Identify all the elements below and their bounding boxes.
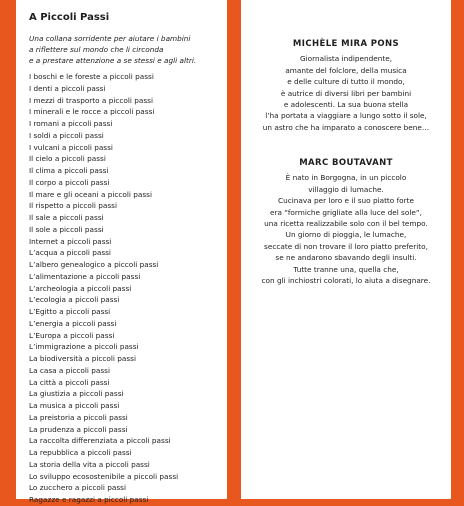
book-title-item: I denti a piccoli passi bbox=[29, 83, 106, 93]
book-title-item: La repubblica a piccoli passi bbox=[29, 448, 132, 457]
book-title-item: L’acqua a piccoli passi bbox=[29, 248, 111, 258]
book-title-item: L’alimentazione a piccoli passi bbox=[29, 271, 141, 281]
book-title-item: Lo zucchero a piccoli passi bbox=[29, 483, 126, 493]
book-title-item: La musica a piccoli passi bbox=[29, 401, 120, 410]
book-title-item: Il rispetto a piccoli passi bbox=[29, 201, 118, 211]
book-title-item: La raccolta differenziata a piccoli passi bbox=[29, 436, 171, 446]
book-title-item: Il sale a piccoli passi bbox=[29, 213, 104, 222]
book-title-item: Il corpo a piccoli passi bbox=[29, 177, 110, 187]
tagline-line: Una collana sorridente per aiutare i bambini bbox=[29, 34, 191, 43]
illustrator-bio-line: Tutte tranne una, quella che, bbox=[293, 264, 399, 274]
illustrator-bio-line: Cucinava per loro e il suo piatto forte bbox=[278, 196, 414, 206]
book-title-item: Ragazze e ragazzi a piccoli passi bbox=[29, 495, 149, 504]
book-title-item: L’ecologia a piccoli passi bbox=[29, 295, 120, 305]
book-title-item: L’Europa a piccoli passi bbox=[29, 330, 115, 340]
book-title-item: L’Egitto a piccoli passi bbox=[29, 307, 111, 316]
book-title-item: La casa a piccoli passi bbox=[29, 365, 110, 375]
book-title-item: I boschi e le foreste a piccoli passi bbox=[29, 72, 154, 81]
book-title-item: La prudenza a piccoli passi bbox=[29, 424, 128, 434]
author-bio-line: amante del folclore, della musica bbox=[285, 65, 407, 75]
book-title-item: Il clima a piccoli passi bbox=[29, 166, 109, 175]
illustrator-bio-line: una ricetta realizzabile solo con il bel tempo. bbox=[264, 219, 428, 229]
book-title-item: La storia della vita a piccoli passi bbox=[29, 459, 150, 469]
author-bio bbox=[241, 39, 451, 133]
book-title-item: L’energia a piccoli passi bbox=[29, 318, 117, 328]
book-title-item: L’albero genealogico a piccoli passi bbox=[29, 260, 159, 269]
author-bio-line: Giornalista indipendente, bbox=[299, 54, 393, 64]
author-name: MICHÈLE MIRA PONS bbox=[292, 39, 400, 49]
book-titles-list bbox=[29, 71, 178, 506]
book-title-item: La preistoria a piccoli passi bbox=[29, 412, 128, 422]
tagline-line: a riflettere sul mondo che li circonda bbox=[29, 45, 164, 55]
illustrator-bio-text bbox=[241, 172, 451, 286]
book-title-item: I minerali e le rocce a piccoli passi bbox=[29, 107, 155, 117]
book-title-item: L’immigrazione a piccoli passi bbox=[29, 342, 139, 352]
author-bio-line: un astro che ha imparato a conoscere bene… bbox=[262, 122, 430, 132]
illustrator-bio-line: Un giorno di pioggia, le lumache, bbox=[285, 230, 407, 240]
illustrator-bio-line: seccate di non trovare il loro piatto preferito, bbox=[264, 241, 428, 251]
book-title-item: Il sole a piccoli passi bbox=[29, 224, 104, 234]
illustrator-bio-line: con gli inchiostri colorati, lo aiuta a disegnare. bbox=[261, 276, 431, 286]
author-bio-line: e adolescenti. La sua buona stella bbox=[283, 100, 409, 110]
book-title-item: Il mare e gli oceani a piccoli passi bbox=[29, 189, 152, 199]
book-title-item: La città a piccoli passi bbox=[29, 377, 110, 387]
illustrator-bio-line: È nato in Borgogna, in un piccolo bbox=[285, 173, 407, 183]
book-title-item: La biodiversità a piccoli passi bbox=[29, 354, 136, 363]
book-title-item: L’archeologia a piccoli passi bbox=[29, 283, 132, 293]
author-bio-line: l’ha portata a viaggiare a lungo sotto il sole, bbox=[265, 111, 427, 121]
series-tagline bbox=[29, 33, 196, 67]
illustrator-bio-line: era “formiche grigliate alla luce del sole”, bbox=[270, 207, 422, 217]
author-bio-line: e delle culture di tutto il mondo, bbox=[287, 77, 405, 87]
book-title-item: I romani a piccoli passi bbox=[29, 119, 113, 128]
book-title-item: I mezzi di trasporto a piccoli passi bbox=[29, 95, 153, 105]
book-title-item: La giustizia a piccoli passi bbox=[29, 389, 124, 399]
left-page bbox=[16, 0, 227, 504]
illustrator-bio-line: villaggio di lumache. bbox=[308, 184, 384, 194]
book-title-item: I vulcani a piccoli passi bbox=[29, 142, 113, 152]
book-title-item: Lo sviluppo ecosostenibile a piccoli passi bbox=[29, 471, 179, 481]
series-title: A Piccoli Passi bbox=[29, 12, 110, 23]
illustrator-bio-line: se ne andarono sbavando degli insulti. bbox=[275, 253, 417, 263]
book-title-item: I soldi a piccoli passi bbox=[29, 130, 104, 140]
author-bio-line: è autrice di diversi libri per bambini bbox=[280, 88, 412, 98]
book-title-item: Il cielo a piccoli passi bbox=[29, 154, 106, 164]
book-title-item: Internet a piccoli passi bbox=[29, 236, 112, 246]
illustrator-name: MARC BOUTAVANT bbox=[299, 158, 393, 168]
author-bio-text bbox=[241, 53, 451, 133]
illustrator-bio bbox=[241, 158, 451, 286]
tagline-line: e a prestare attenzione a se stessi e agli altri. bbox=[29, 56, 197, 66]
right-page bbox=[241, 0, 451, 499]
